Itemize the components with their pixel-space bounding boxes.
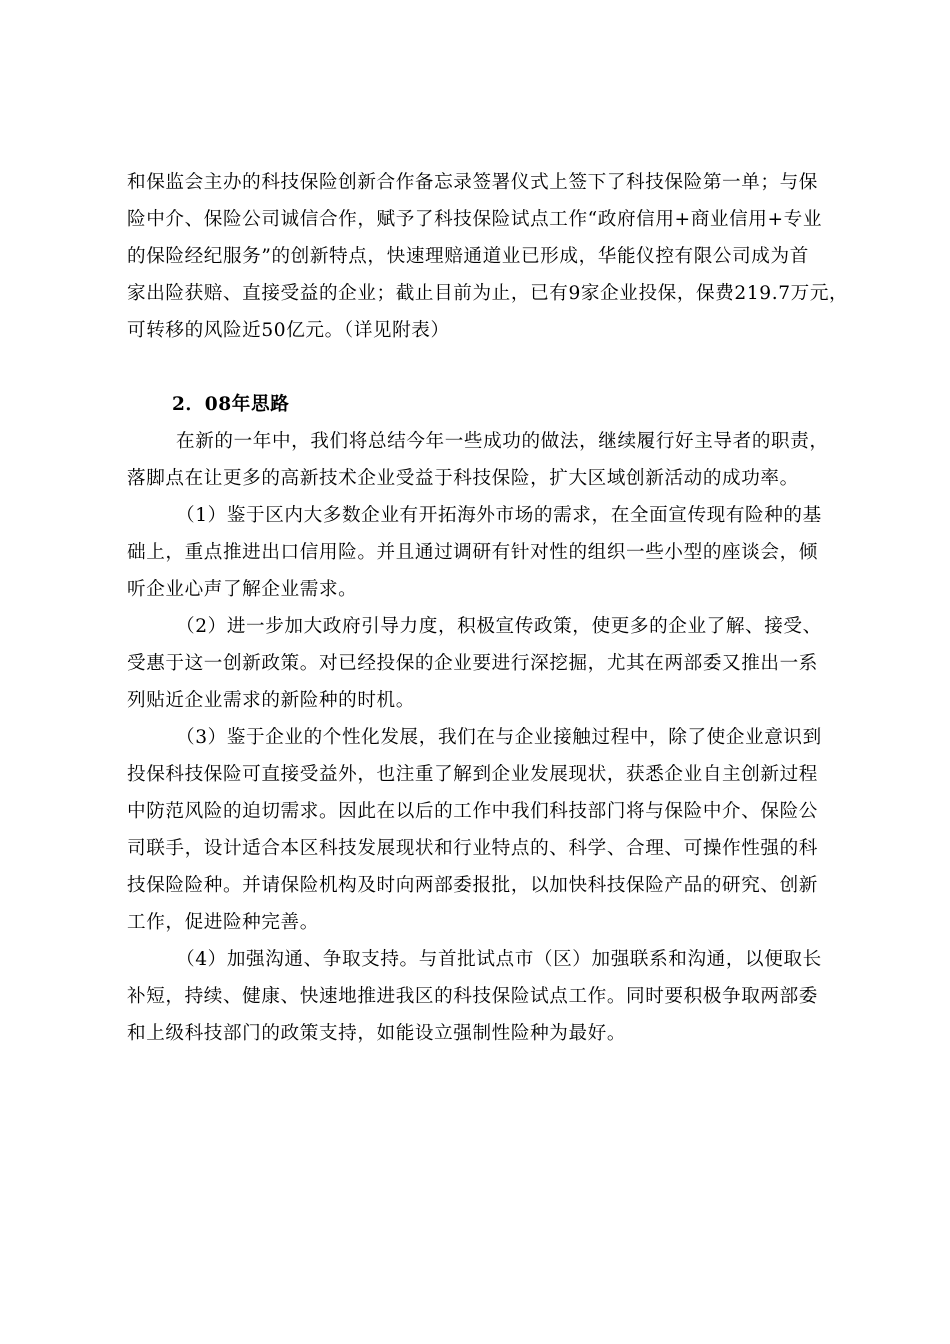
section-heading: 2．08年思路 [172, 394, 290, 415]
item-3-line-6: 工作，促进险种完善。 [127, 912, 319, 933]
item-1-line-3: 听企业心声了解企业需求。 [127, 579, 358, 600]
item-2-line-1: （2）进一步加大政府引导力度，积极宣传政策，使更多的企业了解、接受、 [176, 616, 822, 637]
main-line-1: 在新的一年中，我们将总结今年一些成功的做法，继续履行好主导者的职责， [176, 431, 829, 452]
item-3-line-1: （3）鉴于企业的个性化发展，我们在与企业接触过程中，除了使企业意识到 [176, 727, 822, 748]
main-line-2: 落脚点在让更多的高新技术企业受益于科技保险，扩大区域创新活动的成功率。 [127, 468, 799, 489]
item-1-line-2: 础上，重点推进出口信用险。并且通过调研有针对性的组织一些小型的座谈会，倾 [127, 542, 818, 563]
item-1-line-1: （1）鉴于区内大多数企业有开拓海外市场的需求，在全面宣传现有险种的基 [176, 505, 822, 526]
item-3-line-4: 司联手，设计适合本区科技发展现状和行业特点的、科学、合理、可操作性强的科 [127, 838, 818, 859]
intro-line-1: 和保监会主办的科技保险创新合作备忘录签署仪式上签下了科技保险第一单；与保 [127, 172, 818, 193]
intro-line-4: 家出险获赔、直接受益的企业；截止目前为止，已有9家企业投保，保费219.7万元， [127, 283, 849, 304]
item-4-line-3: 和上级科技部门的政策支持，如能设立强制性险种为最好。 [127, 1023, 627, 1044]
intro-line-3: 的保险经纪服务”的创新特点，快速理赔通道业已形成，华能仪控有限公司成为首 [127, 246, 809, 267]
item-4-line-1: （4）加强沟通、争取支持。与首批试点市（区）加强联系和沟通，以便取长 [176, 949, 822, 970]
item-3-line-2: 投保科技保险可直接受益外，也注重了解到企业发展现状，获悉企业自主创新过程 [127, 764, 818, 785]
intro-line-2: 险中介、保险公司诚信合作，赋予了科技保险试点工作“政府信用+商业信用+专业 [127, 209, 823, 230]
item-3-line-5: 技保险险种。并请保险机构及时向两部委报批，以加快科技保险产品的研究、创新 [127, 875, 818, 896]
item-3-line-3: 中防范风险的迫切需求。因此在以后的工作中我们科技部门将与保险中介、保险公 [127, 801, 818, 822]
intro-line-5: 可转移的风险近50亿元。（详见附表） [127, 320, 450, 341]
item-2-line-2: 受惠于这一创新政策。对已经投保的企业要进行深挖掘，尤其在两部委又推出一系 [127, 653, 818, 674]
item-2-line-3: 列贴近企业需求的新险种的时机。 [127, 690, 415, 711]
item-4-line-2: 补短，持续、健康、快速地推进我区的科技保险试点工作。同时要积极争取两部委 [127, 986, 818, 1007]
